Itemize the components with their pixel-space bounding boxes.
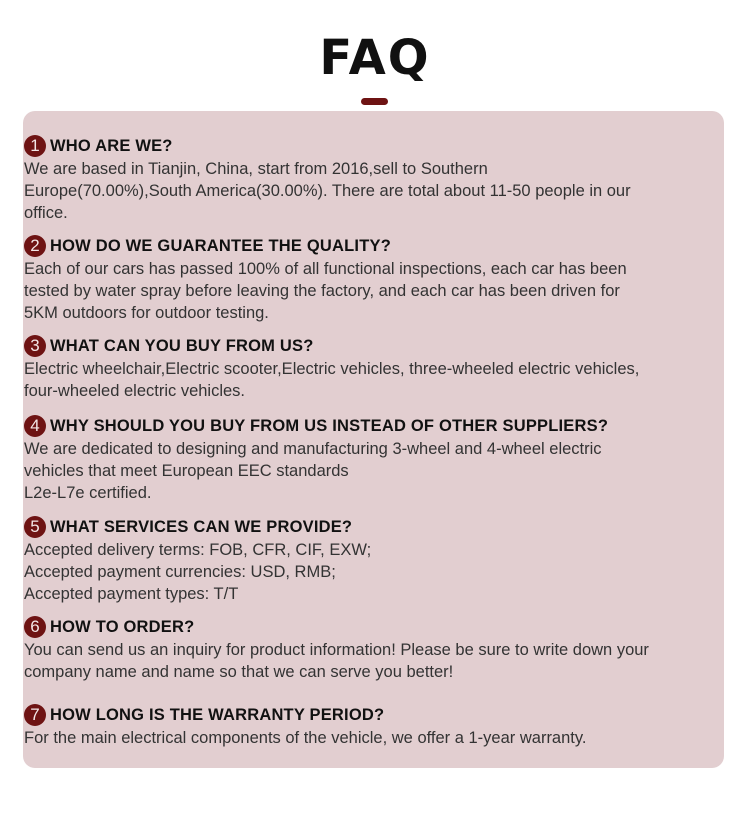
faq-answer-line: Each of our cars has passed 100% of all functional inspections, each car has been xyxy=(24,260,627,278)
faq-question-row xyxy=(24,334,639,358)
faq-question-row xyxy=(24,703,586,727)
number-badge: 1 xyxy=(24,135,46,157)
faq-answer-line: vehicles that meet European EEC standards xyxy=(24,462,349,480)
faq-answer-line: L2e-L7e certified. xyxy=(24,484,152,502)
number-badge: 2 xyxy=(24,235,46,257)
faq-question-row xyxy=(24,515,371,539)
faq-answer-line: We are based in Tianjin, China, start from 2016,sell to Southern xyxy=(24,160,488,178)
faq-answer-line: company name and name so that we can serve you better! xyxy=(24,663,454,681)
faq-answer-line: Europe(70.00%),South America(30.00%). There are total about 11-50 people in our xyxy=(24,182,631,200)
faq-item xyxy=(24,234,627,324)
faq-question: WHY SHOULD YOU BUY FROM US INSTEAD OF OTHER SUPPLIERS? xyxy=(50,416,609,435)
faq-answer xyxy=(24,539,371,605)
faq-question: WHAT CAN YOU BUY FROM US? xyxy=(50,336,314,355)
faq-answer-line: four-wheeled electric vehicles. xyxy=(24,382,246,400)
number-badge: 5 xyxy=(24,516,46,538)
number-badge: 6 xyxy=(24,616,46,638)
faq-answer xyxy=(24,258,627,324)
faq-question-row xyxy=(24,414,608,438)
faq-question-row xyxy=(24,134,631,158)
number-badge: 4 xyxy=(24,415,46,437)
number-badge: 3 xyxy=(24,335,46,357)
faq-answer xyxy=(24,358,639,402)
faq-answer-line: office. xyxy=(24,204,68,222)
faq-answer xyxy=(24,639,649,683)
faq-answer-line: For the main electrical components of the vehicle, we offer a 1-year warranty. xyxy=(24,729,587,747)
number-badge: 7 xyxy=(24,704,46,726)
faq-answer-line: You can send us an inquiry for product information! Please be sure to write down your xyxy=(24,641,649,659)
faq-item xyxy=(24,515,371,605)
title-underline xyxy=(361,98,388,105)
faq-item xyxy=(24,414,608,504)
faq-question: WHAT SERVICES CAN WE PROVIDE? xyxy=(50,517,353,536)
page-title: FAQ xyxy=(319,30,431,86)
faq-answer-line: Electric wheelchair,Electric scooter,Electric vehicles, three-wheeled electric vehicles, xyxy=(24,360,640,378)
faq-answer-line: Accepted delivery terms: FOB, CFR, CIF, EXW; xyxy=(24,541,372,559)
faq-question-row xyxy=(24,234,627,258)
faq-answer-line: tested by water spray before leaving the factory, and each car has been driven for xyxy=(24,282,620,300)
faq-question: WHO ARE WE? xyxy=(50,136,173,155)
faq-item xyxy=(24,615,649,683)
faq-answer-line: We are dedicated to designing and manufacturing 3-wheel and 4-wheel electric xyxy=(24,440,602,458)
faq-answer-line: Accepted payment types: T/T xyxy=(24,585,239,603)
faq-answer xyxy=(24,438,608,504)
faq-question-row xyxy=(24,615,649,639)
faq-answer-line: Accepted payment currencies: USD, RMB; xyxy=(24,563,336,581)
faq-item xyxy=(24,134,631,224)
faq-answer-line: 5KM outdoors for outdoor testing. xyxy=(24,304,269,322)
faq-answer xyxy=(24,158,631,224)
faq-question: HOW TO ORDER? xyxy=(50,617,195,636)
faq-answer xyxy=(24,727,586,749)
faq-question: HOW DO WE GUARANTEE THE QUALITY? xyxy=(50,236,391,255)
faq-question: HOW LONG IS THE WARRANTY PERIOD? xyxy=(50,705,385,724)
faq-item xyxy=(24,334,639,402)
faq-item xyxy=(24,703,586,749)
